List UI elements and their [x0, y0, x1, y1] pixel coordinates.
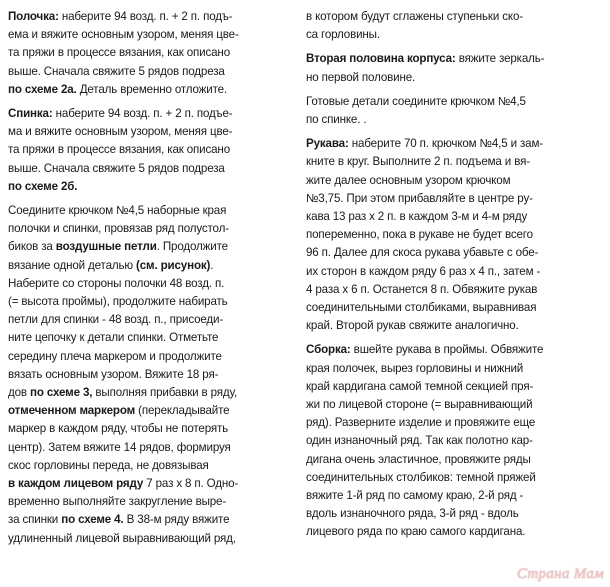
text-line: [8, 8, 296, 26]
text-line: [306, 317, 602, 335]
text-run: 96 п. Далее для скоса рукава убавьте с обе-: [306, 246, 539, 260]
text-run: ните цепочку к детали спинки. Отметьте: [8, 331, 219, 345]
text-run: жи по лицевой стороне (= выравнивающий: [306, 398, 533, 412]
text-run: наберите 70 п. крючком №4,5 и зам-: [348, 137, 543, 151]
bold-text: в каждом лицевом ряду: [8, 477, 144, 491]
text-line: [306, 299, 602, 317]
text-run: дигана очень эластичное, провяжите ряды: [306, 452, 531, 466]
paragraph: [306, 8, 602, 44]
text-line: [8, 511, 296, 529]
text-run: маркер в каждом ряду, чтобы не потерять: [8, 422, 229, 436]
bold-text: по схеме 2б.: [8, 179, 78, 193]
text-line: [8, 402, 296, 420]
text-line: [306, 111, 602, 129]
text-run: биков за: [8, 240, 56, 254]
text-line: [306, 432, 602, 450]
text-run: центр). Затем вяжите 14 рядов, формируя: [8, 440, 231, 454]
text-line: [8, 63, 296, 81]
text-run: полочки и спинки, провязав ряд полустол-: [8, 222, 229, 236]
text-line: [8, 141, 296, 159]
bold-text: Рукава:: [306, 137, 349, 151]
text-run: жите далее основным узором крючком: [306, 173, 511, 187]
paragraph: [8, 105, 296, 196]
text-line: [306, 341, 602, 359]
text-line: [8, 475, 296, 493]
paragraph: [8, 202, 296, 548]
text-line: [306, 208, 602, 226]
text-line: [8, 420, 296, 438]
text-run: вяжите зеркаль-: [455, 52, 545, 66]
bold-text: Сборка:: [306, 343, 351, 357]
text-run: та пряжи в процессе вязания, как описано: [8, 143, 230, 157]
text-line: [306, 135, 602, 153]
paragraph: [306, 50, 602, 86]
bold-text: по схеме 3,: [30, 386, 93, 400]
text-run: середину плеча маркером и продолжите: [8, 349, 222, 363]
text-line: [8, 44, 296, 62]
text-run: соединительных столбиков: темной пряжей: [306, 470, 536, 484]
text-run: один изнаночный ряд. Так как полотно кар-: [306, 434, 533, 448]
text-run: лицевого ряда по краю самого кардигана.: [306, 525, 526, 539]
bold-text: Вторая половина корпуса:: [306, 52, 456, 66]
text-run: вдоль изнаночного ряда, 3-й ряд - вдоль: [306, 507, 519, 521]
text-run: .: [210, 258, 214, 272]
text-line: [8, 439, 296, 457]
text-line: [8, 457, 296, 475]
text-run: наберите 94 возд. п. + 2 п. подъ-: [58, 10, 233, 23]
text-run: 4 раза х 6 п. Останется 8 п. Обвяжите рукав: [306, 282, 538, 296]
text-line: [8, 220, 296, 238]
text-run: кава 13 раз х 2 п. в каждом 3-м и 4-м ряду: [306, 210, 528, 224]
text-run: дов: [8, 386, 30, 400]
text-run: удлиненный лицевой выравнивающий ряд,: [8, 531, 236, 545]
text-line: [306, 360, 602, 378]
watermark: Страна Мам: [516, 566, 604, 582]
text-run: за спинки: [8, 513, 62, 527]
text-line: [8, 366, 296, 384]
text-run: . Продолжите: [156, 240, 228, 254]
text-run: (= высота проймы), продолжите набирать: [8, 295, 228, 309]
text-run: са горловины.: [306, 28, 380, 42]
text-run: вязать основным узором. Вяжите 18 ря-: [8, 367, 219, 381]
text-run: но первой половине.: [306, 70, 416, 84]
text-line: [306, 244, 602, 262]
text-line: [8, 348, 296, 366]
text-line: [306, 153, 602, 171]
text-run: петли для спинки - 48 возд. п., присоеди-: [8, 313, 224, 327]
text-run: наберите 94 возд. п. + 2 п. подъе-: [52, 107, 233, 121]
text-run: края полочек, вырез горловины и нижний: [306, 361, 524, 375]
text-line: [8, 257, 296, 275]
text-line: [306, 378, 602, 396]
bold-text: по схеме 4.: [61, 513, 124, 527]
left-text-column: [8, 8, 296, 554]
text-run: их сторон в каждом ряду 6 раз х 4 п., затем -: [306, 264, 541, 278]
paragraph: [306, 341, 602, 541]
paragraph: [306, 93, 602, 129]
text-run: вяжите 1-й ряд по самому краю, 2-й ряд -: [306, 489, 524, 503]
text-run: выше. Сначала свяжите 5 рядов подреза: [8, 64, 225, 78]
bold-text: по схеме 2а.: [8, 82, 77, 96]
text-line: [306, 414, 602, 432]
text-line: [8, 384, 296, 402]
text-run: В 38-м ряду вяжите: [123, 513, 230, 527]
text-line: [306, 469, 602, 487]
text-line: [306, 69, 602, 87]
text-run: Наберите со стороны полочки 48 возд. п.: [8, 276, 225, 290]
text-line: [8, 275, 296, 293]
text-run: край. Второй рукав свяжите аналогично.: [306, 319, 519, 333]
text-line: [306, 8, 602, 26]
text-line: [306, 451, 602, 469]
bold-text: отмеченном маркером: [8, 404, 136, 418]
text-line: [306, 26, 602, 44]
text-run: ема и вяжите основным узором, меняя цве-: [8, 28, 239, 42]
paragraph: [306, 135, 602, 335]
text-run: №3,75. При этом прибавляйте в центре ру-: [306, 191, 533, 205]
text-run: выше. Сначала свяжите 5 рядов подреза: [8, 161, 225, 175]
text-run: в котором будут сглажены ступеньки ско-: [306, 10, 523, 23]
text-run: край кардигана самой темной секцией пря-: [306, 379, 534, 393]
text-line: [306, 523, 602, 541]
text-run: вязание одной деталью: [8, 258, 137, 272]
text-line: [8, 178, 296, 196]
text-run: та пряжи в процессе вязания, как описано: [8, 46, 230, 60]
bold-text: воздушные петли: [55, 240, 157, 254]
text-line: [306, 172, 602, 190]
text-line: [8, 293, 296, 311]
text-line: [306, 281, 602, 299]
text-run: ма и вяжите основным узором, меняя цве-: [8, 125, 233, 139]
text-line: [8, 123, 296, 141]
text-run: по спинке. .: [306, 113, 367, 127]
text-run: вшейте рукава в проймы. Обвяжите: [350, 343, 544, 357]
bold-text: Спинка:: [8, 107, 53, 121]
text-run: выполняя прибавки в ряду,: [92, 386, 238, 400]
text-line: [8, 329, 296, 347]
text-line: [8, 26, 296, 44]
text-run: скос горловины переда, не довязывая: [8, 458, 209, 472]
text-run: временно выполняйте закругление выре-: [8, 495, 227, 509]
text-run: Соедините крючком №4,5 наборные края: [8, 204, 227, 218]
text-line: [8, 311, 296, 329]
text-run: (перекладывайте: [135, 404, 230, 418]
paragraph: [8, 8, 296, 99]
text-run: Готовые детали соедините крючком №4,5: [306, 94, 526, 108]
text-line: [306, 263, 602, 281]
text-line: [306, 487, 602, 505]
text-line: [306, 93, 602, 111]
text-line: [8, 530, 296, 548]
text-line: [8, 493, 296, 511]
text-line: [306, 505, 602, 523]
right-text-column: [306, 8, 602, 548]
text-line: [306, 50, 602, 68]
text-run: попеременно, пока в рукаве не будет всего: [306, 228, 533, 242]
text-line: [8, 105, 296, 123]
text-line: [306, 396, 602, 414]
text-run: ряд). Разверните изделие и провяжите еще: [306, 416, 536, 430]
text-line: [8, 160, 296, 178]
text-run: соединительными столбиками, выравнивая: [306, 301, 537, 315]
text-line: [8, 202, 296, 220]
text-run: 7 раз х 8 п. Одно-: [143, 477, 239, 491]
bold-text: (см. рисунок): [136, 258, 211, 272]
text-run: кните в круг. Выполните 2 п. подъема и вя-: [306, 155, 530, 169]
text-line: [8, 238, 296, 256]
bold-text: Полочка:: [8, 10, 59, 23]
text-line: [8, 81, 296, 99]
text-line: [306, 226, 602, 244]
text-run: Деталь временно отложите.: [76, 82, 228, 96]
text-line: [306, 190, 602, 208]
